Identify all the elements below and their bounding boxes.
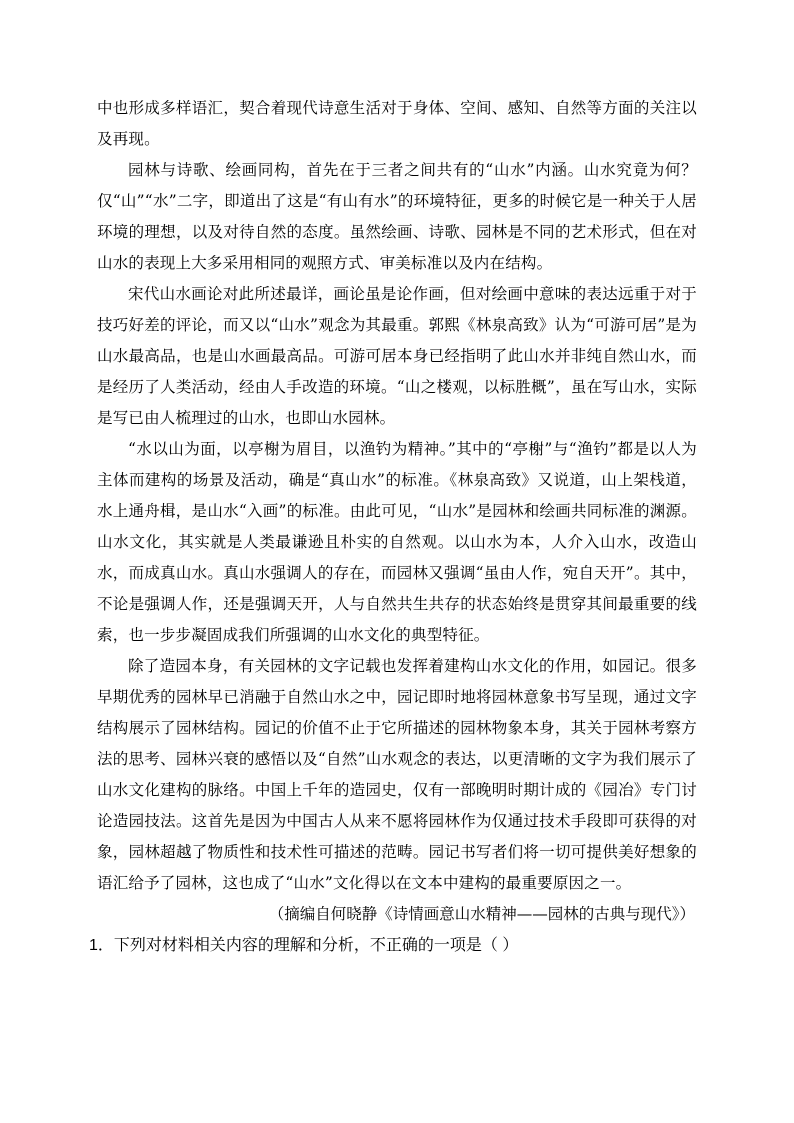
- question-1: 1．下列对材料相关内容的理解和分析，不正确的一项是（ ）: [89, 937, 519, 954]
- paragraph-garden-poetry-painting: 园林与诗歌、绘画同构，首先在于三者之间共有的“山水”内涵。山水究竟为何？仅“山”“水”二字，即道出了这是“有山有水”的环境特征，更多的时候它是一种关于人居环境的理想，以及对待自然的态度。虽然绘画、诗歌、园林是不同的艺术形式，但在对山水的表现上大多采用相同的观照方式、审美标准以及内在结构。: [97, 161, 697, 272]
- document-page: [89, 93, 697, 961]
- paragraph-continuation: 中也形成多样语汇，契合着现代诗意生活对于身体、空间、感知、自然等方面的关注以及再现。: [97, 99, 697, 148]
- paragraph-garden-records: 除了造园本身，有关园林的文字记载也发挥着建构山水文化的作用，如园记。很多早期优秀的园林早已消融于自然山水之中，园记即时地将园林意象书写呈现，通过文字结构展示了园林结构。园记的价值不止于它所描述的园林物象本身，其关于园林考察方法的思考、园林兴衰的感悟以及“自然”山水观念的表达，以更清晰的文字为我们展示了山水文化建构的脉络。中国上千年的造园史，仅有一部晚明时期计成的《园冶》专门讨论造园技法。这首先是因为中国古人从来不愿将园林作为仅通过技术手段即可获得的对象，园林超越了物质性和技术性可描述的范畴。园记书写者们将一切可提供美好想象的语汇给予了园林，这也成了“山水”文化得以在文本中建构的最重要原因之一。: [97, 657, 697, 892]
- paragraph-real-landscape: “水以山为面，以亭榭为眉目，以渔钓为精神。”其中的“亭榭”与“渔钓”都是以人为主体而建构的场景及活动，确是“真山水”的标准。《林泉高致》又说道，山上架栈道，水上通舟楫，是山水“入画”的标准。由此可见，“山水”是园林和绘画共同标准的渊源。山水文化，其实就是人类最谦逊且朴实的自然观。以山水为本，人介入山水，改造山水，而成真山水。真山水强调人的存在，而园林又强调“虽由人作，宛自天开”。其中，不论是强调人作，还是强调天开，人与自然共生共存的状态始终是贯穿其间最重要的线索，也一步步凝固成我们所强调的山水文化的典型特征。: [97, 440, 697, 644]
- paragraph-song-painting-theory: 宋代山水画论对此所述最详，画论虽是论作画，但对绘画中意味的表达远重于对于技巧好差的评论，而又以“山水”观念为其最重。郭熙《林泉高致》认为“可游可居”是为山水最高品，也是山水画最高品。可游可居本身已经指明了此山水并非纯自然山水，而是经历了人类活动，经由人手改造的环境。“山之楼观，以标胜概”，虽在写山水，实际是写已由人梳理过的山水，也即山水园林。: [97, 285, 697, 427]
- source-citation: （摘编自何晓静《诗情画意山水精神——园林的古典与现代》）: [268, 905, 695, 923]
